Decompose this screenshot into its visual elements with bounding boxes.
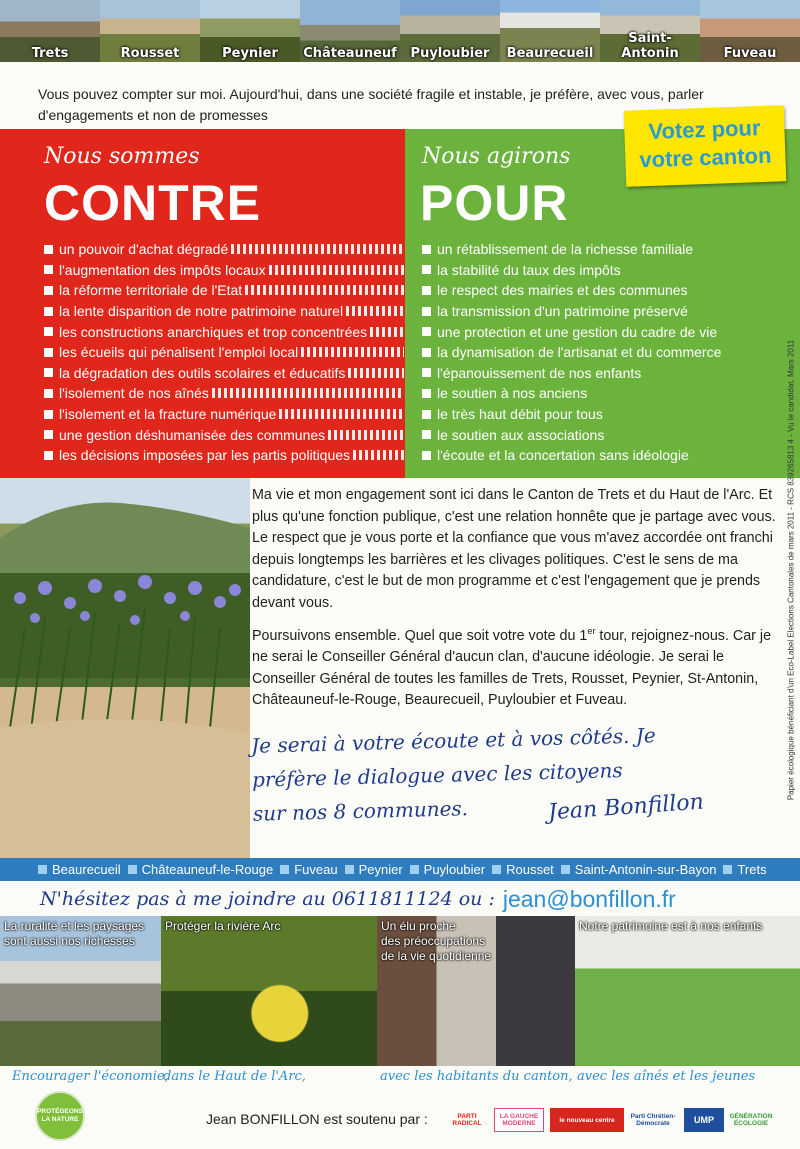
contact-line <box>40 883 800 915</box>
list-item: la réforme territoriale de l'Etat <box>44 280 404 301</box>
landscape-photo <box>0 478 250 858</box>
town-label: Saint-Antonin <box>621 31 679 61</box>
photo-caption: Protéger la rivière Arc <box>165 919 281 933</box>
town-label: Peynier <box>222 46 278 61</box>
pour-list <box>422 239 782 466</box>
list-item: le soutien à nos anciens <box>422 383 782 404</box>
list-item: une protection et une gestion du cadre de vie <box>422 321 782 342</box>
communes-band <box>0 858 800 881</box>
paragraph-1: Ma vie et mon engagement sont ici dans le Canton de Trets et du Haut de l'Arc. Et plus qu'une fonction publique, c'est une relation honnête que je partage avec vous. Le respect que je vous porte et la confiance que vous m'avez accordée ont franchi depuis longtemps les barrières et les clivages politiques. C'est le sens de ma candidature, c'est le but de mon programme et c'est l'engagement que je prends devant vous. <box>252 487 776 611</box>
photo-caption: La ruralité et les paysages sont aussi nos richesses <box>4 919 145 948</box>
protegeons-la-nature-logo: PROTÉGEONS LA NATURE <box>35 1091 85 1141</box>
list-item: la dégradation des outils scolaires et éducatifs <box>44 363 404 384</box>
party-logo-parti-radical: PARTI RADICAL <box>452 1113 482 1127</box>
town-photo-chateauneuf <box>300 0 400 62</box>
party-logo-generation-ecologie: GÉNÉRATION ÉCOLOGIE <box>729 1113 773 1127</box>
contre-script-heading: Nous sommes <box>44 144 200 169</box>
town-label: Châteauneuf <box>303 46 397 61</box>
legal-vertical-note: Papier écologique bénéficiant d'un Eco-Label Elections Cantonales de mars 2011 - RCS 839265813 4 - Vu le candidat, Mars 2011 <box>786 339 796 801</box>
signature: Jean Bonfillon <box>547 789 705 826</box>
list-item: les constructions anarchiques et trop concentrées <box>44 321 404 342</box>
town-photo-fuveau <box>700 0 800 62</box>
list-item: un pouvoir d'achat dégradé <box>44 239 404 260</box>
photo-legend: Encourager l'économie, <box>12 1069 169 1084</box>
party-logo-nouveau-centre: le nouveau centre <box>550 1108 624 1132</box>
town-label: Trets <box>31 46 69 61</box>
list-item: l'augmentation des impôts locaux <box>44 260 404 281</box>
list-item: le très haut débit pour tous <box>422 404 782 425</box>
votez-sticker <box>624 105 787 187</box>
photo-legend: avec les habitants du canton, <box>380 1069 573 1084</box>
intro-text: Vous pouvez compter sur moi. Aujourd'hui, dans une société fragile et instable, je préfère, avec vous, parler d'engagements et non de promesses <box>38 86 704 123</box>
commune-item: Beaurecueil <box>38 862 121 877</box>
commune-item: Trets <box>723 862 766 877</box>
list-item: les écueils qui pénalisent l'emploi local <box>44 342 404 363</box>
list-item: les décisions imposées par les partis politiques <box>44 445 404 466</box>
pour-title: POUR <box>420 175 569 231</box>
list-item: la transmission d'un patrimoine préservé <box>422 301 782 322</box>
photo-landscape <box>0 916 161 1066</box>
town-photo-trets <box>0 0 100 62</box>
email-link[interactable]: jean@bonfillon.fr <box>502 885 676 912</box>
party-logo-gauche-moderne: LA GAUCHE MODERNE <box>494 1108 544 1132</box>
town-photo-puyloubier <box>400 0 500 62</box>
list-item: le soutien aux associations <box>422 424 782 445</box>
commune-item: Peynier <box>345 862 403 877</box>
list-item: l'écoute et la concertation sans idéologie <box>422 445 782 466</box>
list-item: la lente disparition de notre patrimoine naturel <box>44 301 404 322</box>
list-item: le respect des mairies et des communes <box>422 280 782 301</box>
list-item: un rétablissement de la richesse familiale <box>422 239 782 260</box>
town-photo-saint-antonin <box>600 0 700 62</box>
list-item: la stabilité du taux des impôts <box>422 260 782 281</box>
town-photo-rousset <box>100 0 200 62</box>
commune-item: Châteauneuf-le-Rouge <box>128 862 274 877</box>
list-item: la dynamisation de l'artisanat et du commerce <box>422 342 782 363</box>
photo-legend: dans le Haut de l'Arc, <box>163 1069 306 1084</box>
photo-children <box>575 916 800 1066</box>
handwritten-line-1: Je serai à votre écoute et à vos côtés. Je <box>250 723 656 758</box>
contact-handwritten: N'hésitez pas à me joindre au 0611811124 ou : <box>40 888 495 910</box>
town-label: Rousset <box>120 46 180 61</box>
town-label: Beaurecueil <box>506 46 594 61</box>
list-item: l'isolement de nos aînés <box>44 383 404 404</box>
photo-river <box>161 916 377 1066</box>
landscape-illustration <box>0 478 250 858</box>
towns-photo-strip <box>0 0 800 62</box>
commune-item: Puyloubier <box>410 862 485 877</box>
list-item: l'épanouissement de nos enfants <box>422 363 782 384</box>
votez-line-1: Votez pour <box>648 115 761 144</box>
commune-item: Saint-Antonin-sur-Bayon <box>561 862 717 877</box>
handwritten-line-2: préfère le dialogue avec les citoyens <box>251 758 623 792</box>
supported-by-text: Jean BONFILLON est soutenu par : <box>206 1111 428 1127</box>
paragraph-2: Poursuivons ensemble. Quel que soit votre vote du 1er tour, rejoignez-nous. Car je ne serai le Conseiller Général d'aucun clan, d'aucune idéologie. Je serai le Conseiller Général de toutes les familles de Trets, Rousset, Peynier, St-Antonin, Châteauneuf-le-Rouge, Beaurecueil, Puyloubier et Fuveau. <box>252 625 772 709</box>
photo-caption: Un élu proche des préoccupations de la vie quotidienne <box>381 919 492 963</box>
photo-caption: Notre patrimoine est à nos enfants <box>579 919 763 933</box>
town-label: Fuveau <box>723 46 777 61</box>
party-logo-ump: UMP <box>684 1108 724 1132</box>
town-photo-beaurecueil <box>500 0 600 62</box>
photo-legend: avec les aînés et les jeunes <box>577 1069 756 1084</box>
main-text <box>252 485 780 712</box>
handwritten-line-3: sur nos 8 communes. <box>252 796 469 826</box>
town-photo-peynier <box>200 0 300 62</box>
list-item: une gestion déshumanisée des communes <box>44 424 404 445</box>
town-label: Puyloubier <box>410 46 490 61</box>
party-logo-chretien-democrate: Parti Chrétien-Démocrate <box>630 1113 676 1127</box>
contre-title: CONTRE <box>44 175 262 231</box>
votez-line-2: votre canton <box>638 142 772 173</box>
list-item: l'isolement et la fracture numérique <box>44 404 404 425</box>
contre-list <box>44 239 404 466</box>
commune-item: Rousset <box>492 862 554 877</box>
photo-residents <box>377 916 575 1066</box>
commune-item: Fuveau <box>280 862 337 877</box>
pour-script-heading: Nous agirons <box>422 144 571 169</box>
